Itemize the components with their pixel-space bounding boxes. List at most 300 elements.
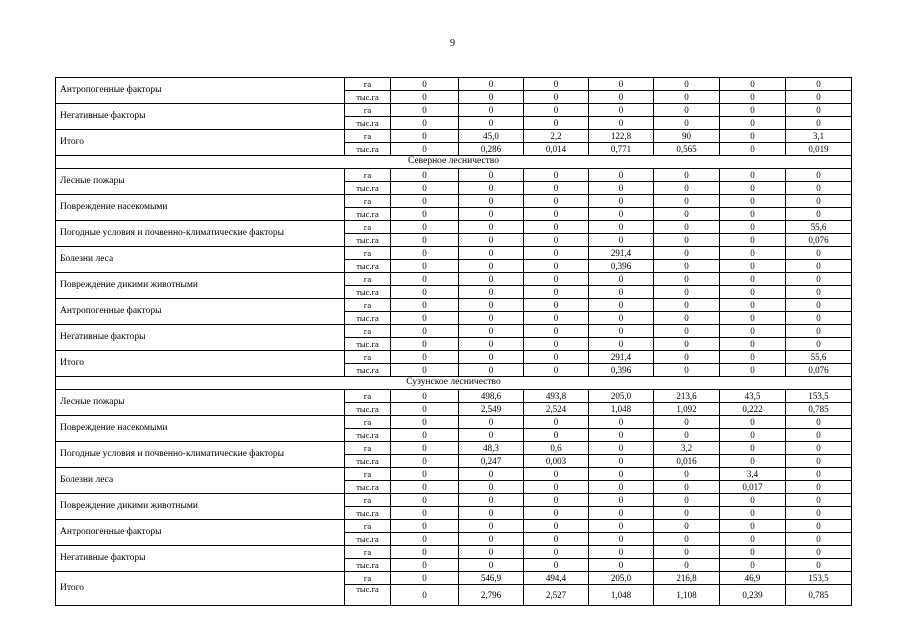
value-cell: 0 xyxy=(589,286,654,299)
value-cell: 122,8 xyxy=(589,130,654,143)
value-cell: 0 xyxy=(720,559,786,572)
value-cell: 45,0 xyxy=(459,130,524,143)
value-cell: 0 xyxy=(459,533,524,546)
value-cell: 0 xyxy=(589,533,654,546)
table-row xyxy=(56,520,852,533)
unit-cell: га xyxy=(345,104,391,117)
value-cell: 0 xyxy=(786,494,852,507)
value-cell: 493,8 xyxy=(524,390,589,403)
value-cell: 0 xyxy=(654,312,720,325)
value-cell: 0 xyxy=(786,78,852,91)
value-cell: 546,9 xyxy=(459,572,524,585)
value-cell: 0 xyxy=(720,104,786,117)
value-cell: 0 xyxy=(524,260,589,273)
value-cell: 0 xyxy=(589,455,654,468)
unit-cell: тыс.га xyxy=(345,429,391,442)
value-cell: 0 xyxy=(459,182,524,195)
unit-cell: тыс.га xyxy=(345,481,391,494)
value-cell: 0 xyxy=(589,494,654,507)
value-cell: 0 xyxy=(524,520,589,533)
value-cell: 0,396 xyxy=(589,260,654,273)
value-cell: 0 xyxy=(654,468,720,481)
value-cell: 0,286 xyxy=(459,143,524,156)
value-cell: 0,785 xyxy=(786,403,852,416)
value-cell: 0 xyxy=(391,494,459,507)
unit-cell: тыс.га xyxy=(345,234,391,247)
value-cell: 0 xyxy=(654,325,720,338)
indicator-name: Итого xyxy=(56,351,345,377)
value-cell: 0 xyxy=(720,169,786,182)
value-cell: 0 xyxy=(786,299,852,312)
section-row xyxy=(56,156,852,169)
value-cell: 0 xyxy=(459,481,524,494)
table-row xyxy=(56,104,852,117)
value-cell: 0 xyxy=(391,559,459,572)
value-cell: 0 xyxy=(720,546,786,559)
value-cell: 0 xyxy=(654,364,720,377)
value-cell: 0 xyxy=(391,455,459,468)
value-cell: 0 xyxy=(459,221,524,234)
value-cell: 0 xyxy=(391,286,459,299)
unit-cell: га xyxy=(345,325,391,338)
value-cell: 0 xyxy=(720,494,786,507)
value-cell: 0 xyxy=(720,234,786,247)
value-cell: 0 xyxy=(391,195,459,208)
indicator-name: Антропогенные факторы xyxy=(56,78,345,104)
value-cell: 0 xyxy=(459,260,524,273)
value-cell: 0 xyxy=(786,481,852,494)
value-cell: 205,0 xyxy=(589,572,654,585)
value-cell: 0,003 xyxy=(524,455,589,468)
value-cell: 0 xyxy=(524,117,589,130)
value-cell: 0 xyxy=(654,78,720,91)
unit-cell: тыс.га xyxy=(345,286,391,299)
unit-cell: тыс.га xyxy=(345,338,391,351)
value-cell: 0 xyxy=(524,559,589,572)
value-cell: 0 xyxy=(654,286,720,299)
value-cell: 1,048 xyxy=(589,585,654,606)
unit-cell: тыс.га xyxy=(345,507,391,520)
value-cell: 0 xyxy=(589,325,654,338)
value-cell: 0 xyxy=(589,91,654,104)
value-cell: 0 xyxy=(459,169,524,182)
value-cell: 0 xyxy=(654,546,720,559)
value-cell: 55,6 xyxy=(786,221,852,234)
value-cell: 0 xyxy=(654,507,720,520)
value-cell: 0 xyxy=(654,520,720,533)
value-cell: 0 xyxy=(786,338,852,351)
value-cell: 0 xyxy=(786,429,852,442)
unit-cell: га xyxy=(345,247,391,260)
value-cell: 0 xyxy=(391,442,459,455)
value-cell: 0 xyxy=(654,299,720,312)
value-cell: 0 xyxy=(391,312,459,325)
value-cell: 0 xyxy=(786,416,852,429)
value-cell: 0,019 xyxy=(786,143,852,156)
value-cell: 0 xyxy=(524,221,589,234)
value-cell: 3,1 xyxy=(786,130,852,143)
value-cell: 216,8 xyxy=(654,572,720,585)
value-cell: 0 xyxy=(524,533,589,546)
value-cell: 0 xyxy=(589,468,654,481)
value-cell: 0 xyxy=(786,325,852,338)
unit-cell: тыс.га xyxy=(345,208,391,221)
value-cell: 0 xyxy=(459,195,524,208)
value-cell: 0 xyxy=(720,507,786,520)
value-cell: 0 xyxy=(654,117,720,130)
indicator-name: Лесные пожары xyxy=(56,169,345,195)
table-row xyxy=(56,247,852,260)
value-cell: 0,771 xyxy=(589,143,654,156)
value-cell: 0 xyxy=(589,299,654,312)
value-cell: 0 xyxy=(589,169,654,182)
value-cell: 0 xyxy=(459,546,524,559)
table-row xyxy=(56,572,852,585)
value-cell: 43,5 xyxy=(720,390,786,403)
value-cell: 0 xyxy=(391,533,459,546)
value-cell: 0 xyxy=(524,247,589,260)
value-cell: 0 xyxy=(524,195,589,208)
table-row xyxy=(56,78,852,91)
value-cell: 0,014 xyxy=(524,143,589,156)
value-cell: 0 xyxy=(786,104,852,117)
value-cell: 0 xyxy=(720,247,786,260)
value-cell: 0 xyxy=(786,247,852,260)
value-cell: 0 xyxy=(786,273,852,286)
unit-cell: тыс.га xyxy=(345,117,391,130)
indicator-name: Лесные пожары xyxy=(56,390,345,416)
value-cell: 0 xyxy=(524,312,589,325)
value-cell: 0 xyxy=(589,520,654,533)
value-cell: 153,5 xyxy=(786,390,852,403)
value-cell: 90 xyxy=(654,130,720,143)
value-cell: 0 xyxy=(391,390,459,403)
value-cell: 1,092 xyxy=(654,403,720,416)
value-cell: 2,527 xyxy=(524,585,589,606)
value-cell: 0 xyxy=(391,208,459,221)
indicator-name: Повреждение дикими животными xyxy=(56,494,345,520)
table-row xyxy=(56,442,852,455)
unit-cell: га xyxy=(345,520,391,533)
value-cell: 0 xyxy=(720,533,786,546)
value-cell: 213,6 xyxy=(654,390,720,403)
table-row xyxy=(56,299,852,312)
value-cell: 0 xyxy=(589,312,654,325)
value-cell: 0 xyxy=(589,78,654,91)
value-cell: 0 xyxy=(720,351,786,364)
value-cell: 48,3 xyxy=(459,442,524,455)
value-cell: 0 xyxy=(524,273,589,286)
value-cell: 0 xyxy=(589,481,654,494)
value-cell: 0 xyxy=(459,468,524,481)
section-title: Северное лесничество xyxy=(56,156,852,169)
value-cell: 0 xyxy=(786,468,852,481)
value-cell: 0 xyxy=(459,325,524,338)
value-cell: 0 xyxy=(459,299,524,312)
value-cell: 0 xyxy=(391,520,459,533)
table-row xyxy=(56,221,852,234)
value-cell: 0 xyxy=(654,559,720,572)
value-cell: 0 xyxy=(391,572,459,585)
value-cell: 494,4 xyxy=(524,572,589,585)
value-cell: 0 xyxy=(720,221,786,234)
table-row xyxy=(56,351,852,364)
indicator-name: Болезни леса xyxy=(56,247,345,273)
value-cell: 0 xyxy=(589,559,654,572)
value-cell: 0 xyxy=(654,533,720,546)
value-cell: 0 xyxy=(391,416,459,429)
unit-cell: га xyxy=(345,169,391,182)
value-cell: 0 xyxy=(391,273,459,286)
value-cell: 0 xyxy=(720,442,786,455)
value-cell: 0 xyxy=(391,247,459,260)
value-cell: 0 xyxy=(391,78,459,91)
value-cell: 0 xyxy=(654,104,720,117)
value-cell: 3,4 xyxy=(720,468,786,481)
value-cell: 0 xyxy=(786,208,852,221)
value-cell: 0 xyxy=(654,429,720,442)
unit-cell: тыс.га xyxy=(345,91,391,104)
value-cell: 0 xyxy=(720,91,786,104)
value-cell: 0 xyxy=(524,338,589,351)
value-cell: 0,017 xyxy=(720,481,786,494)
value-cell: 0 xyxy=(524,286,589,299)
value-cell: 0 xyxy=(524,104,589,117)
value-cell: 0 xyxy=(720,520,786,533)
unit-cell: га xyxy=(345,195,391,208)
indicator-name: Негативные факторы xyxy=(56,546,345,572)
unit-cell: га xyxy=(345,130,391,143)
value-cell: 0 xyxy=(654,273,720,286)
value-cell: 2,524 xyxy=(524,403,589,416)
value-cell: 0 xyxy=(391,169,459,182)
unit-cell: тыс.га xyxy=(345,260,391,273)
value-cell: 0 xyxy=(459,234,524,247)
value-cell: 0 xyxy=(524,494,589,507)
value-cell: 0 xyxy=(459,494,524,507)
value-cell: 0 xyxy=(391,546,459,559)
value-cell: 0 xyxy=(589,234,654,247)
table-row xyxy=(56,546,852,559)
value-cell: 0 xyxy=(786,169,852,182)
value-cell: 0,076 xyxy=(786,364,852,377)
unit-cell: тыс.га xyxy=(345,403,391,416)
unit-cell: тыс.га xyxy=(345,455,391,468)
unit-cell: га xyxy=(345,351,391,364)
value-cell: 205,0 xyxy=(589,390,654,403)
value-cell: 0 xyxy=(654,195,720,208)
table-row xyxy=(56,273,852,286)
value-cell: 0 xyxy=(589,117,654,130)
value-cell: 0 xyxy=(720,143,786,156)
value-cell: 1,048 xyxy=(589,403,654,416)
value-cell: 0 xyxy=(720,312,786,325)
value-cell: 0 xyxy=(391,364,459,377)
indicator-name: Антропогенные факторы xyxy=(56,299,345,325)
indicator-name: Повреждение насекомыми xyxy=(56,195,345,221)
value-cell: 0,076 xyxy=(786,234,852,247)
value-cell: 0 xyxy=(589,273,654,286)
value-cell: 0 xyxy=(720,299,786,312)
table-row xyxy=(56,494,852,507)
value-cell: 0 xyxy=(391,221,459,234)
value-cell: 0 xyxy=(459,273,524,286)
value-cell: 0 xyxy=(524,78,589,91)
unit-cell: тыс.га xyxy=(345,143,391,156)
value-cell: 0 xyxy=(654,494,720,507)
value-cell: 0 xyxy=(654,260,720,273)
indicator-name: Погодные условия и почвенно-климатические факторы xyxy=(56,442,345,468)
value-cell: 0 xyxy=(391,130,459,143)
page-number: 9 xyxy=(450,38,455,49)
value-cell: 153,5 xyxy=(786,572,852,585)
indicator-name: Погодные условия и почвенно-климатические факторы xyxy=(56,221,345,247)
value-cell: 0 xyxy=(589,221,654,234)
value-cell: 0 xyxy=(786,312,852,325)
value-cell: 0 xyxy=(654,416,720,429)
forest-damage-table xyxy=(55,77,852,606)
unit-cell: га xyxy=(345,572,391,585)
value-cell: 0 xyxy=(720,117,786,130)
value-cell: 0,016 xyxy=(654,455,720,468)
value-cell: 0 xyxy=(589,442,654,455)
value-cell: 498,6 xyxy=(459,390,524,403)
value-cell: 0 xyxy=(391,325,459,338)
value-cell: 3,2 xyxy=(654,442,720,455)
value-cell: 0 xyxy=(786,520,852,533)
value-cell: 0 xyxy=(654,221,720,234)
value-cell: 0 xyxy=(786,533,852,546)
value-cell: 0 xyxy=(720,273,786,286)
value-cell: 0,239 xyxy=(720,585,786,606)
value-cell: 0 xyxy=(589,104,654,117)
unit-cell: тыс.га xyxy=(345,364,391,377)
value-cell: 0 xyxy=(391,338,459,351)
value-cell: 0 xyxy=(589,507,654,520)
value-cell: 0 xyxy=(720,208,786,221)
table-row xyxy=(56,325,852,338)
value-cell: 0 xyxy=(786,260,852,273)
value-cell: 0 xyxy=(459,416,524,429)
value-cell: 0 xyxy=(391,481,459,494)
unit-cell: га xyxy=(345,299,391,312)
value-cell: 46,9 xyxy=(720,572,786,585)
value-cell: 0,785 xyxy=(786,585,852,606)
value-cell: 0 xyxy=(391,117,459,130)
value-cell: 0 xyxy=(720,429,786,442)
value-cell: 0 xyxy=(654,234,720,247)
value-cell: 0 xyxy=(391,507,459,520)
indicator-name: Антропогенные факторы xyxy=(56,520,345,546)
table-row xyxy=(56,390,852,403)
value-cell: 0 xyxy=(524,468,589,481)
value-cell: 0 xyxy=(459,117,524,130)
value-cell: 0 xyxy=(720,195,786,208)
value-cell: 0 xyxy=(459,351,524,364)
value-cell: 0 xyxy=(786,195,852,208)
value-cell: 0 xyxy=(524,91,589,104)
value-cell: 0 xyxy=(391,104,459,117)
value-cell: 0 xyxy=(391,234,459,247)
value-cell: 0 xyxy=(786,91,852,104)
value-cell: 0 xyxy=(720,364,786,377)
value-cell: 0 xyxy=(720,455,786,468)
value-cell: 0 xyxy=(786,507,852,520)
indicator-name: Негативные факторы xyxy=(56,104,345,130)
table-row xyxy=(56,416,852,429)
value-cell: 0 xyxy=(524,299,589,312)
value-cell: 0 xyxy=(524,325,589,338)
value-cell: 0,222 xyxy=(720,403,786,416)
indicator-name: Итого xyxy=(56,130,345,156)
value-cell: 2,2 xyxy=(524,130,589,143)
value-cell: 0,247 xyxy=(459,455,524,468)
value-cell: 0 xyxy=(720,182,786,195)
value-cell: 0 xyxy=(459,91,524,104)
value-cell: 0 xyxy=(524,182,589,195)
value-cell: 0 xyxy=(786,182,852,195)
value-cell: 0 xyxy=(654,182,720,195)
value-cell: 0 xyxy=(589,195,654,208)
value-cell: 1,108 xyxy=(654,585,720,606)
value-cell: 0 xyxy=(391,585,459,606)
value-cell: 0 xyxy=(720,130,786,143)
value-cell: 0 xyxy=(524,416,589,429)
value-cell: 0 xyxy=(720,338,786,351)
section-row xyxy=(56,377,852,390)
value-cell: 2,796 xyxy=(459,585,524,606)
value-cell: 0 xyxy=(589,182,654,195)
value-cell: 0 xyxy=(459,312,524,325)
value-cell: 0 xyxy=(391,468,459,481)
value-cell: 0 xyxy=(786,117,852,130)
value-cell: 0 xyxy=(654,247,720,260)
unit-cell: га xyxy=(345,221,391,234)
unit-cell: га xyxy=(345,546,391,559)
value-cell: 0 xyxy=(524,429,589,442)
value-cell: 0 xyxy=(589,208,654,221)
value-cell: 291,4 xyxy=(589,351,654,364)
value-cell: 0 xyxy=(524,351,589,364)
table-row xyxy=(56,169,852,182)
unit-cell: тыс.га xyxy=(345,182,391,195)
value-cell: 0 xyxy=(720,78,786,91)
value-cell: 0,565 xyxy=(654,143,720,156)
value-cell: 0 xyxy=(786,559,852,572)
value-cell: 0 xyxy=(654,169,720,182)
value-cell: 0 xyxy=(391,143,459,156)
section-title: Сузунское лесничество xyxy=(56,377,852,390)
unit-cell: тыс.га xyxy=(345,533,391,546)
unit-cell: тыс.га xyxy=(345,559,391,572)
indicator-name: Негативные факторы xyxy=(56,325,345,351)
value-cell: 0 xyxy=(524,234,589,247)
value-cell: 0 xyxy=(524,208,589,221)
value-cell: 0 xyxy=(459,507,524,520)
value-cell: 0 xyxy=(459,208,524,221)
unit-cell: га xyxy=(345,468,391,481)
value-cell: 0,396 xyxy=(589,364,654,377)
table-row xyxy=(56,195,852,208)
value-cell: 0 xyxy=(720,416,786,429)
value-cell: 291,4 xyxy=(589,247,654,260)
value-cell: 0 xyxy=(459,338,524,351)
value-cell: 0 xyxy=(391,91,459,104)
value-cell: 0 xyxy=(391,351,459,364)
value-cell: 0 xyxy=(459,364,524,377)
unit-cell: га xyxy=(345,390,391,403)
value-cell: 0 xyxy=(786,546,852,559)
